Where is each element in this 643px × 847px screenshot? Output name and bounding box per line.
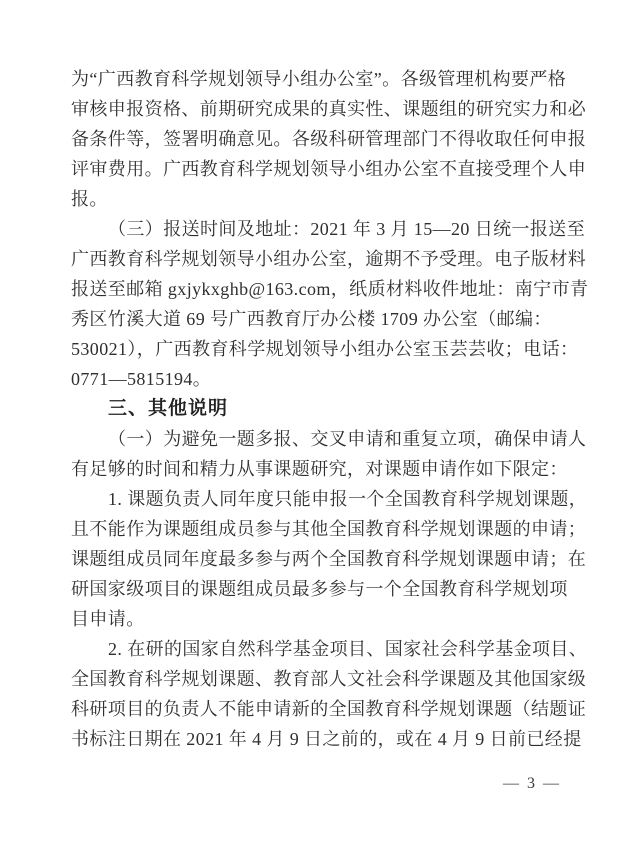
text-line: 报。: [71, 189, 108, 209]
text-line: 广西教育科学规划领导小组办公室，逾期不予受理。电子版材料: [71, 249, 587, 269]
section-heading-other-notes: [71, 394, 591, 424]
text-line: 课题组成员同年度最多参与两个全国教育科学规划课题申请；在: [71, 549, 587, 569]
text-line: 审核申报资格、前期研究成果的真实性、课题组的研究实力和必: [71, 99, 587, 119]
page-number: — 3 —: [503, 775, 561, 792]
text-line: 备条件等，签署明确意见。各级科研管理部门不得收取任何申报: [71, 129, 587, 149]
text-line: 有足够的时间和精力从事课题研究，对课题申请作如下限定：: [71, 459, 568, 479]
text-line: 评审费用。广西教育科学规划领导小组办公室不直接受理个人申: [71, 159, 587, 179]
text-line: 2. 在研的国家自然科学基金项目、国家社会科学基金项目、: [108, 639, 588, 659]
text-line: 全国教育科学规划课题、教育部人文社会科学课题及其他国家级: [71, 669, 587, 689]
section-heading: 三、其他说明: [108, 398, 229, 419]
text-line: 1. 课题负责人同年度只能申报一个全国教育科学规划课题，: [108, 489, 588, 509]
text-line: 书标注日期在 2021 年 4 月 9 日之前的，或在 4 月 9 日前已经提: [71, 729, 582, 749]
text-line: 0771—5815194。: [71, 369, 212, 389]
text-line: 秀区竹溪大道 69 号广西教育厅办公楼 1709 办公室（邮编：: [71, 309, 552, 329]
text-line: 目申请。: [71, 609, 145, 629]
paragraph-limit-item-2: [71, 634, 591, 754]
paragraph-submission-time-address: [71, 214, 591, 394]
text-line: （一）为避免一题多报、交叉申请和重复立项，确保申请人: [108, 429, 587, 449]
document-body: [71, 64, 591, 754]
text-line: 530021），广西教育科学规划领导小组办公室玉芸芸收；电话：: [71, 339, 579, 359]
paragraph-application-limits-intro: [71, 424, 591, 484]
text-line: （三）报送时间及地址：2021 年 3 月 15—20 日统一报送至: [108, 219, 586, 239]
text-line: 为“广西教育科学规划领导小组办公室”。各级管理机构要严格: [71, 69, 567, 89]
text-line: 研国家级项目的课题组成员最多参与一个全国教育科学规划项: [71, 579, 568, 599]
text-line: 科研项目的负责人不能申请新的全国教育科学规划课题（结题证: [71, 699, 587, 719]
paragraph-limit-item-1: [71, 484, 591, 634]
text-line: 且不能作为课题组成员参与其他全国教育科学规划课题的申请；: [71, 519, 587, 539]
paragraph-review-requirements: [71, 64, 591, 214]
text-line: 报送至邮箱 gxjykxghb@163.com，纸质材料收件地址：南宁市青: [71, 279, 589, 299]
